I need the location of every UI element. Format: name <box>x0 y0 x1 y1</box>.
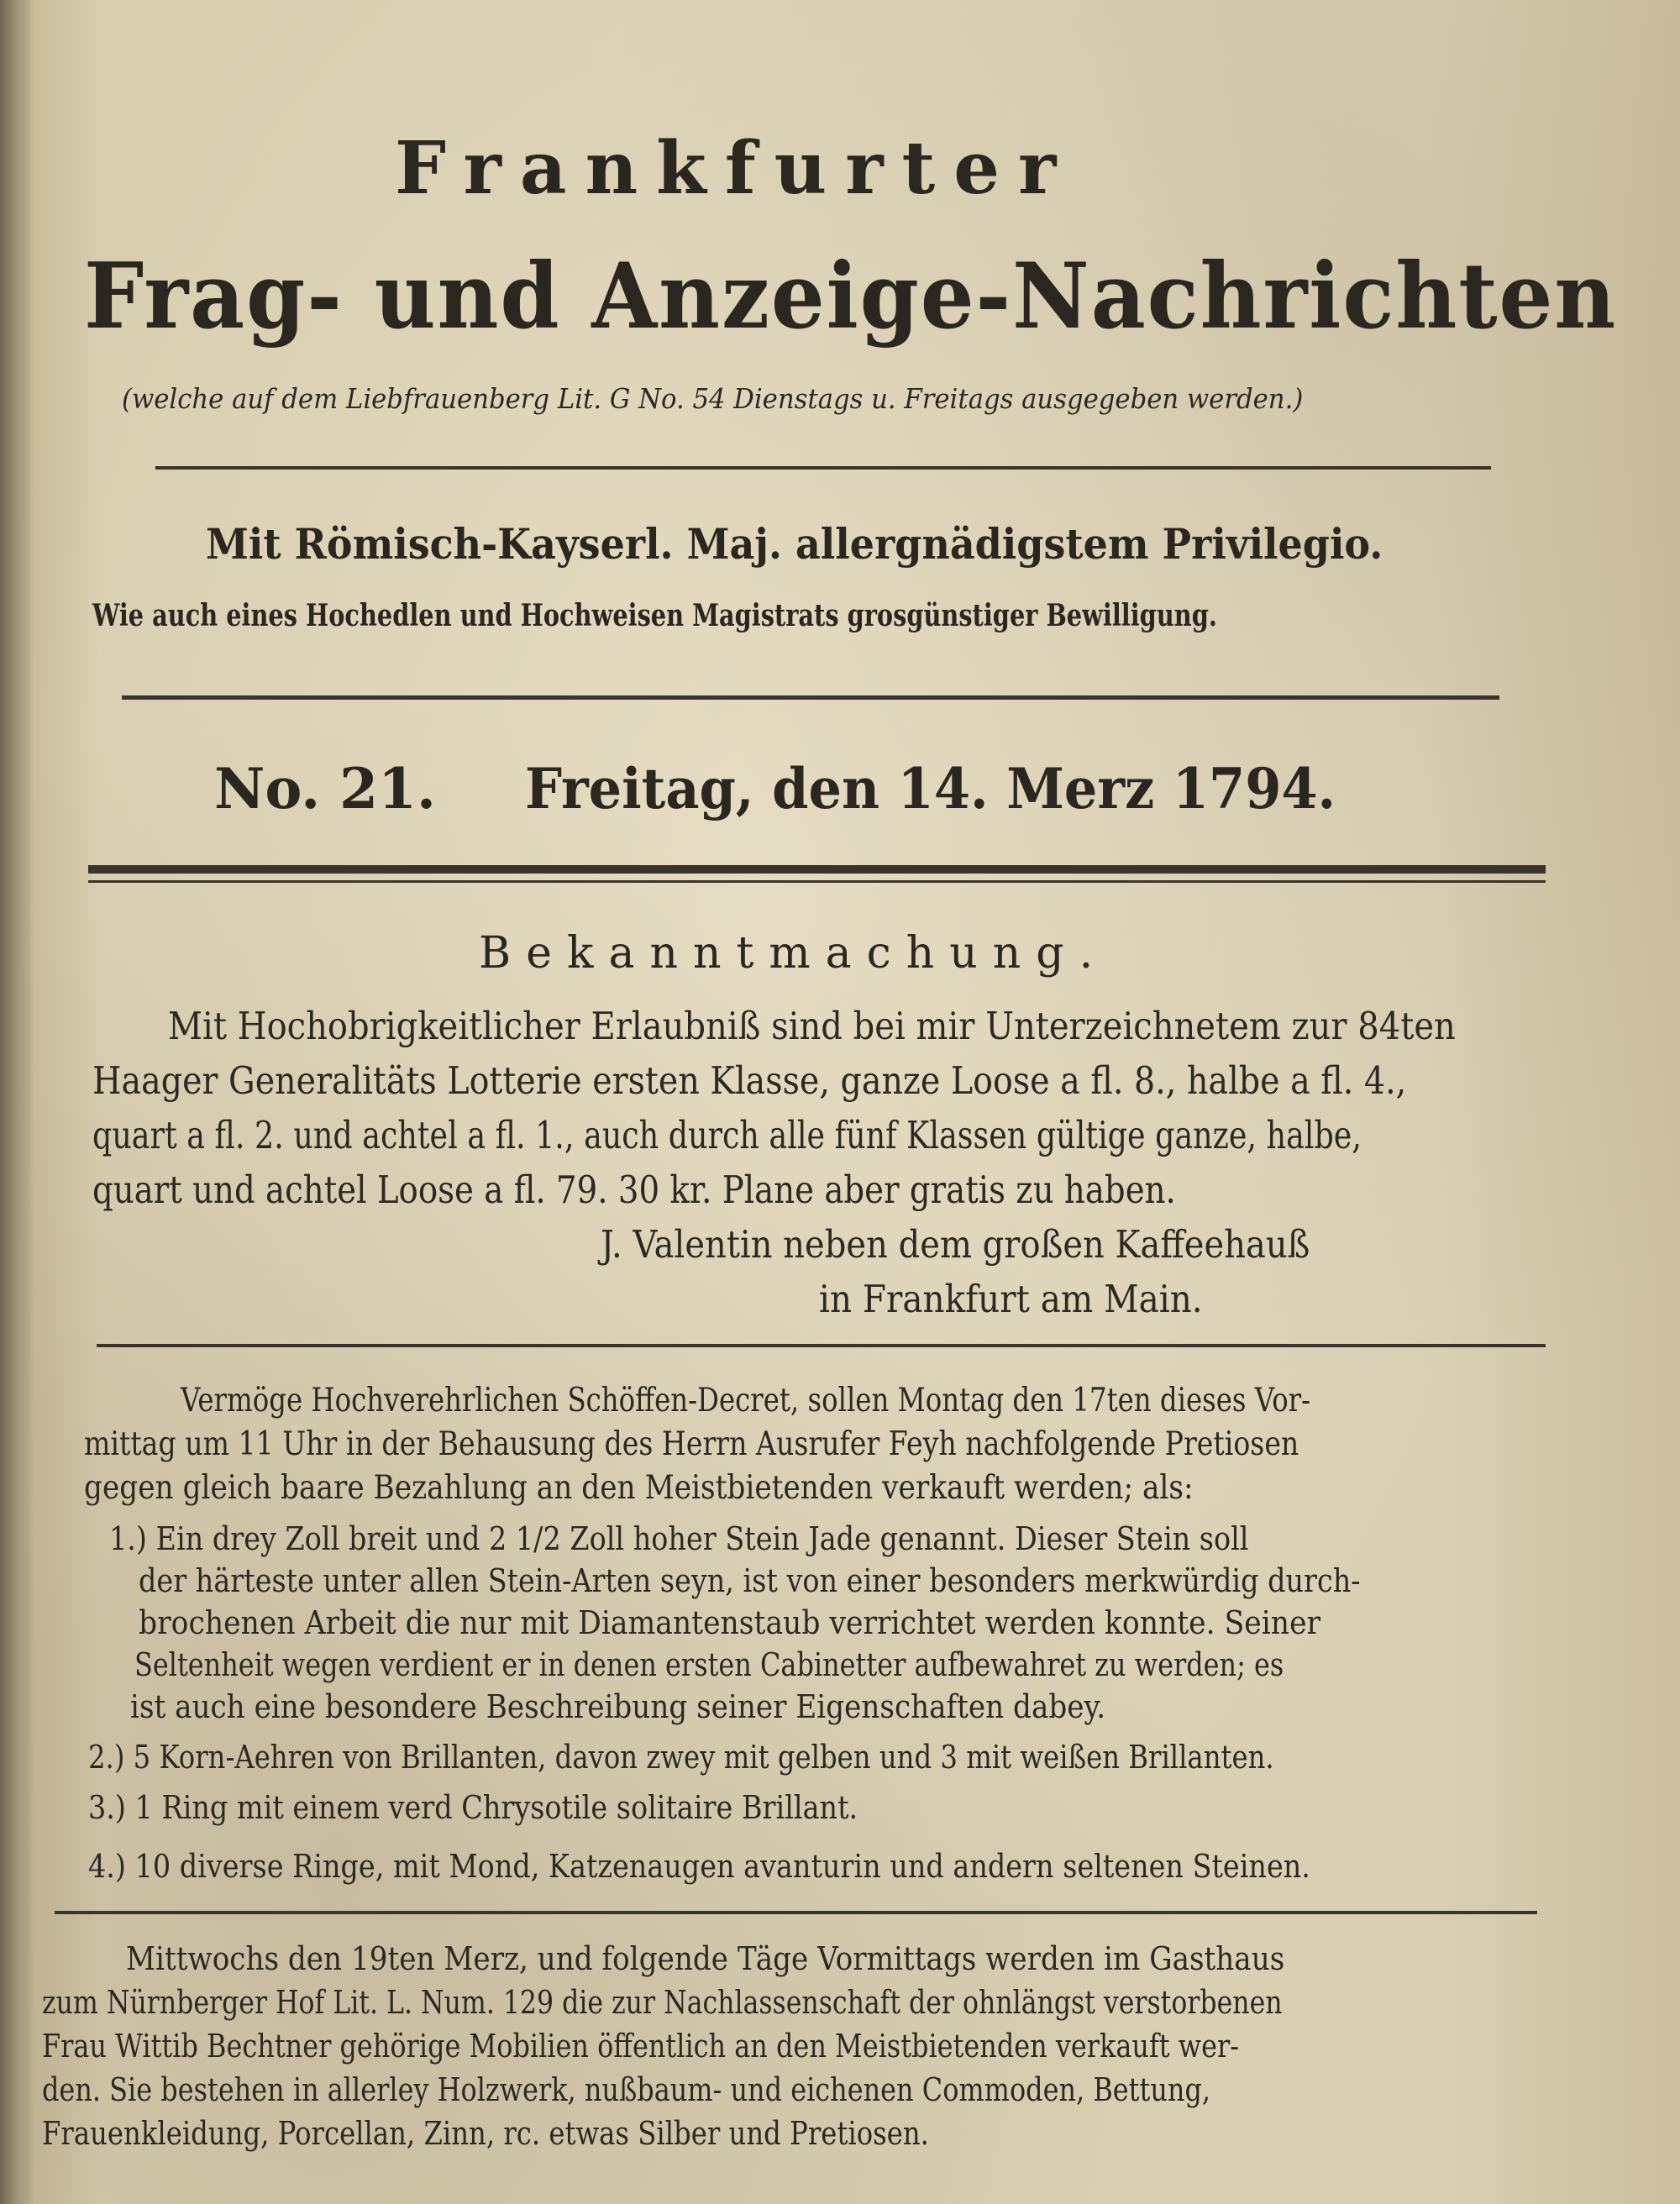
notice1-line-2: Haager Generalitäts Lotterie ersten Klasse, ganze Loose a fl. 8., halbe a fl. 4., <box>92 1058 1407 1103</box>
rule-notice1-bottom <box>97 1344 1546 1347</box>
rule-issue-bottom-thin <box>88 880 1546 883</box>
notice1-heading: Bekanntmachung. <box>479 928 1109 979</box>
notice2-item-3: 3.) 1 Ring mit einem verd Chrysotile solitaire Brillant. <box>88 1789 858 1826</box>
masthead-subtitle: (welche auf dem Liebfrauenberg Lit. G No. 54 Dienstags u. Freitags ausgegeben werden.) <box>122 382 1304 415</box>
notice3-line-3: Frau Wittib Bechtner gehörige Mobilien öffentlich an den Meistbietenden verkauft wer- <box>42 2028 1240 2065</box>
masthead-main-title: Frag- und Anzeige-Nachrichten <box>84 244 1618 349</box>
notice1-line-4: quart und achtel Loose a fl. 79. 30 kr. Plane aber gratis zu haben. <box>92 1168 1176 1212</box>
privilege-line-2: Wie auch eines Hochedlen und Hochweisen Magistrats grosgünstiger Bewilligung. <box>92 598 1217 633</box>
notice2-intro-line-2: mittag um 11 Uhr in der Behausung des Herrn Ausrufer Feyh nachfolgende Pretiosen <box>84 1425 1299 1463</box>
book-spine-shadow <box>0 0 34 2204</box>
notice2-item1-line-2: der härteste unter allen Stein-Arten seyn, ist von einer besonders merkwürdig durch- <box>139 1562 1361 1599</box>
notice3-line-5: Frauenkleidung, Porcellan, Zinn, rc. etwas Silber und Pretiosen. <box>42 2115 929 2152</box>
notice3-line-2: zum Nürnberger Hof Lit. L. Num. 129 die zur Nachlassenschaft der ohnlängst verstorbenen <box>42 1984 1283 2021</box>
rule-issue-bottom-thick <box>88 865 1546 874</box>
notice1-signature-line-1: J. Valentin neben dem großen Kaffeehauß <box>601 1222 1310 1267</box>
notice1-signature-line-2: in Frankfurt am Main. <box>819 1277 1203 1321</box>
notice2-item1-line-5: ist auch eine besondere Beschreibung seiner Eigenschaften dabey. <box>130 1688 1106 1725</box>
masthead-city-title: Frankfurter <box>395 126 1075 211</box>
issue-date: Freitag, den 14. Merz 1794. <box>525 756 1336 821</box>
privilege-line-1: Mit Römisch-Kayserl. Maj. allergnädigstem Privilegio. <box>206 519 1383 569</box>
notice2-item1-line-1: 1.) Ein drey Zoll breit und 2 1/2 Zoll hoher Stein Jade genannt. Dieser Stein soll <box>109 1520 1249 1557</box>
notice3-line-4: den. Sie bestehen in allerley Holzwerk, nußbaum- und eichenen Commoden, Bettung, <box>42 2071 1211 2108</box>
rule-notice2-bottom <box>55 1911 1537 1914</box>
notice2-intro-line-3: gegen gleich baare Bezahlung an den Meistbietenden verkauft werden; als: <box>84 1469 1194 1507</box>
notice2-item1-line-4: Seltenheit wegen verdient er in denen ersten Cabinetter aufbewahret zu werden; es <box>134 1646 1284 1683</box>
rule-masthead-bottom <box>155 466 1491 470</box>
notice2-item-4: 4.) 10 diverse Ringe, mit Mond, Katzenaugen avanturin und andern seltenen Steinen. <box>88 1848 1310 1885</box>
issue-number: No. 21. <box>214 756 436 821</box>
notice1-line-1: Mit Hochobrigkeitlicher Erlaubniß sind bei mir Unterzeichnetem zur 84ten <box>168 1004 1456 1048</box>
notice2-item-2: 2.) 5 Korn-Aehren von Brillanten, davon zwey mit gelben und 3 mit weißen Brillanten. <box>88 1739 1274 1776</box>
notice1-line-3: quart a fl. 2. und achtel a fl. 1., auch durch alle fünf Klassen gültige ganze, halbe, <box>92 1113 1362 1157</box>
notice3-line-1: Mittwochs den 19ten Merz, und folgende Täge Vormittags werden im Gasthaus <box>126 1940 1285 1977</box>
notice2-intro-line-1: Vermöge Hochverehrlichen Schöffen-Decret, sollen Montag den 17ten dieses Vor- <box>181 1382 1311 1419</box>
notice2-item1-line-3: brochenen Arbeit die nur mit Diamantenstaub verrichtet werden konnte. Seiner <box>139 1604 1321 1641</box>
rule-privilege-bottom <box>122 695 1499 700</box>
